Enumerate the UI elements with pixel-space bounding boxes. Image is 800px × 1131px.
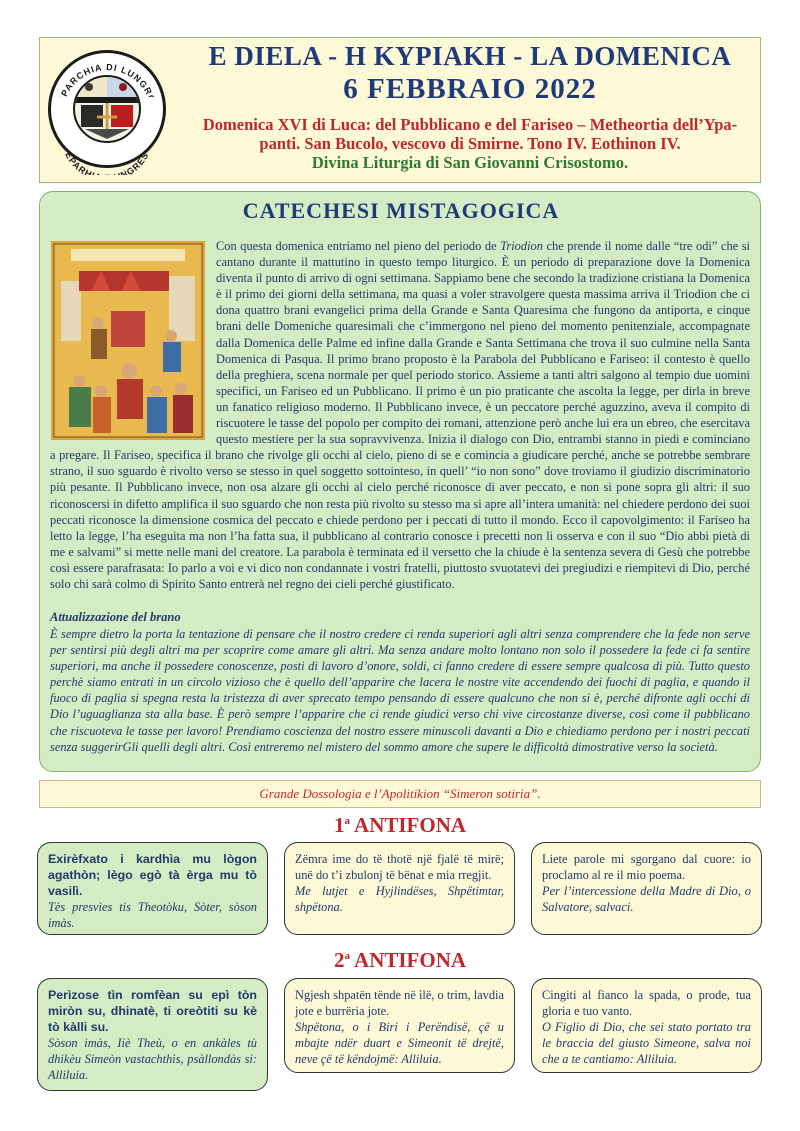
seal-bottom-text bbox=[51, 151, 163, 177]
antifona-1-albanian-box bbox=[284, 842, 515, 935]
header-box bbox=[39, 37, 761, 183]
antifona-2-greek-verse: Perìzose tìn romfèan su epì tòn miròn su, dhinatè, ti oreòtiti su kè tò kàlli su. bbox=[48, 988, 257, 1034]
antifona-1-albanian-verse: Zëmra ime do të thotë një fjalë të mirë; unë do t’i zbulonj të bënat e mia rregjit. bbox=[295, 852, 504, 882]
antifona-2-italian-refrain: O Figlio di Dio, che sei stato portato tra le braccia del giusto Simeone, salva noi che a te cantiamo: Alliluia. bbox=[542, 1020, 751, 1066]
antifona-2-title bbox=[0, 948, 800, 973]
dossologia-bar: Grande Dossologia e l’Apolitikion “Simeron sotiria”. bbox=[39, 780, 761, 808]
antifona-2-number: 2 bbox=[333, 948, 345, 972]
liturgical-subtitle bbox=[180, 115, 760, 172]
antifona-2-italian-box bbox=[531, 978, 762, 1073]
attualizzazione-heading: Attualizzazione del brano bbox=[50, 610, 181, 624]
body-part-b: che prende il nome dalle “tre odi” che si cantano durante il mattutino in questo tempo liturgico. È un periodo di preparazione dove la Domenica diventa il punto di arrivo di ogni settimana. Sappiamo bene che secondo la tradizione cristiana la Domenica è il primo dei giorni della settimana, ma quasi a voler stravolgere questa massima arriva il Triodion che ci dona quattro brani evangelici prima della Grande e Santa Quaresima che fungono da antiporta, e cinque brani delle Domeniche quaresimali che c’immergono nel pieno del momento penitenziale, accompagnate dalla Domenica delle Palme ed infine dalla Grande e Santa Settimana che trova il suo culmine nella Santa Domenica di Pasqua. Il primo brano proposto è la Parabola del Pubblicano e Fariseo: il contesto è quello della preghiera, scena normale per quel periodo storico. Assieme a tanti altri salgono al tempio due uomini specifici, un Fariseo ed un Pubblicano. Il primo è un pio praticante che ascolta la legge, per dirla in breve un fanatico religioso moderno. Il Pubblicano invece, è un peccatore perché aguzzino, aveva il compito di riscuotere le tasse del popolo per compito dei romani, attenzione però anche lui era un ebreo, che esercitava questo mestiere per la sua sopravvivenza. Inizia il dialogo con Dio, entrambi stanno in piedi e cominciano a pregare. Il Fariseo, specifica il brano che rivolge gli occhi al cielo, pieno di se e comincia a giudicare perché, anche se potrebbe sembrare strano, il suo sguardo è rivolto verso se stesso in quel soggetto sottointeso, in quell’ “io non sono” dove troviamo il giudizio discriminatorio più pesante. Il Pubblicano invece, non osa alzare gli occhi al cielo perché riconosce di aver peccato, e non si pone sopra gli altri: il suo riconoscersi in difetto amplifica il suo sguardo che non resta più rivolto su stesso ma si apre all’intera umanità: nel chiedere perdono dei suoi peccati riconosce la dimensione cosmica del peccato e chiede perdono per i peccati di tutto il mondo. Ecco il capovolgimento: il Fariseo ha letto la legge, l’ha eseguita ma non l’ha fatta sua, il pubblicano al contrario conosce i precetti non li osserva e con il suo “Dio abbi pietà di me e salvami” si mette nelle mani del creatore. La parabola è terminata ed il versetto che la chiude è la sentenza severa di Gesù che potrebbe così essere parafrasata: Io parlo a voi e vi dico non condannate i vostri fratelli, piuttosto svuotatevi dei pregiudizi e riempitevi di Dio, perché solo chi sarà colmo di Spirito Santo entrerà nel regno dei cieli perché giustificato. bbox=[50, 239, 750, 591]
body-italic-term: Triodion bbox=[500, 239, 543, 253]
antifona-1-greek-verse: Exirèfxato i kardhìa mu lògon agathòn; lègo egò tà èrga mu tò vasilì. bbox=[48, 852, 257, 898]
antifona-1-italian-refrain: Per l’intercessione della Madre di Dio, o Salvatore, salvaci. bbox=[542, 884, 751, 914]
antifona-1-italian-verse: Liete parole mi sgorgano dal cuore: io proclamo al re il mio poema. bbox=[542, 852, 751, 882]
antifona-2-label: ANTIFONA bbox=[349, 948, 467, 972]
antifona-2-albanian-box bbox=[284, 978, 515, 1073]
antifona-1-greek-box bbox=[37, 842, 268, 935]
page-date: 6 FEBBRAIO 2022 bbox=[343, 73, 597, 105]
subtitle-line-1: Domenica XVI di Luca: del Pubblicano e del Fariseo – Metheortia dell’Ypa- bbox=[202, 115, 738, 134]
antifona-2-albanian-refrain: Shpëtona, o i Biri i Perëndisë, çë u mbajte ndër duart e Simeonit të drejtë, neve çë të këndojmë: Alliluia. bbox=[295, 1020, 504, 1066]
seal-bottom-arc bbox=[51, 151, 163, 175]
antifona-2-italian-verse: Cingiti al fianco la spada, o prode, tua gloria e tuo vanto. bbox=[542, 988, 751, 1018]
catechesi-box bbox=[39, 191, 761, 772]
antifona-1-greek-refrain: Tès presvìes tis Theotòku, Sòter, sòson imàs. bbox=[48, 900, 257, 930]
antifona-2-albanian-verse: Ngjesh shpatën tënde në ìlë, o trim, lavdia jote e burrëria jote. bbox=[295, 988, 504, 1018]
attualizzazione-body: È sempre dietro la porta la tentazione di pensare che il nostro credere ci renda superiori agli altri senza comprendere che la fede non serve per sentirsi più degli altri ma per scoprire come amare gli altri. Ma senza andare molto lontano non solo il possedere la fede ci fa sentire superiori, ma anche il possedere conoscenze, posti di lavoro d’onore, soldi, ci fanno credere di essere sempre qualcosa di più. Tutto questo perchè siamo entrati in un circolo vizioso che è quello dell’apparire che lacera le nostre vite accendendo dei fuochi di paglia, e quando il fuoco di paglia si spegna resta la tristezza di aver sprecato tempo pensando di essere qualcuno che non si è, perché difronte agli occhi di Dio l’uguaglianza sta alla base. È però sempre l’apparire che ci rende giudici verso chi vive circostanze diverse, così come il pubblicano che riscuoteva le tasse per lavoro! Prendiamo coscienza del nostro essere minuscoli davanti a Dio e chiediamo perdono per i nostri peccati senza suggerirGli quelli degli altri. Così entreremo nel mistero del sommo amore che supere le difficoltà dimostrative verso la società. bbox=[50, 627, 750, 754]
antifona-1-number: 1 bbox=[333, 813, 345, 837]
svg-text:EPARCHIA DI LUNGRO: PARCHIA DI LUNGR bbox=[59, 61, 155, 97]
catechesi-title: CATECHESI MISTAGOGICA bbox=[242, 198, 560, 223]
subtitle-line-2: panti. San Bucolo, vescovo di Smirne. Tono IV. Eothinon IV. bbox=[259, 134, 681, 153]
eparchy-seal-logo bbox=[48, 50, 166, 175]
antifona-1-title bbox=[0, 813, 800, 838]
pharisee-publican-icon bbox=[51, 241, 205, 440]
antifona-2-greek-box bbox=[37, 978, 268, 1091]
seal-emblem-icon bbox=[73, 75, 141, 143]
page-title: E DIELA - Η ΚΥΡΙΑΚΗ - LA DOMENICA bbox=[208, 41, 732, 71]
body-part-a: Con questa domenica entriamo nel pieno del periodo de bbox=[216, 239, 501, 253]
svg-text:EPARHIA E UNGRES: EPARH NGRES bbox=[63, 151, 151, 175]
subtitle-line-3: Divina Liturgia di San Giovanni Crisostomo. bbox=[311, 153, 629, 172]
antifona-1-italian-box bbox=[531, 842, 762, 935]
antifona-1-label: ANTIFONA bbox=[349, 813, 467, 837]
antifona-1-albanian-refrain: Me lutjet e Hyjlindëses, Shpëtimtar, shpëtona. bbox=[295, 884, 504, 914]
antifona-2-ordinal: a bbox=[344, 950, 350, 962]
antifona-2-greek-refrain: Sòson imàs, Iiè Theù, o en ankàles tù dhikèu Simeòn vastachthìs, psàllondàs si: Alliluia. bbox=[48, 1036, 257, 1082]
antifona-1-ordinal: a bbox=[344, 815, 350, 827]
